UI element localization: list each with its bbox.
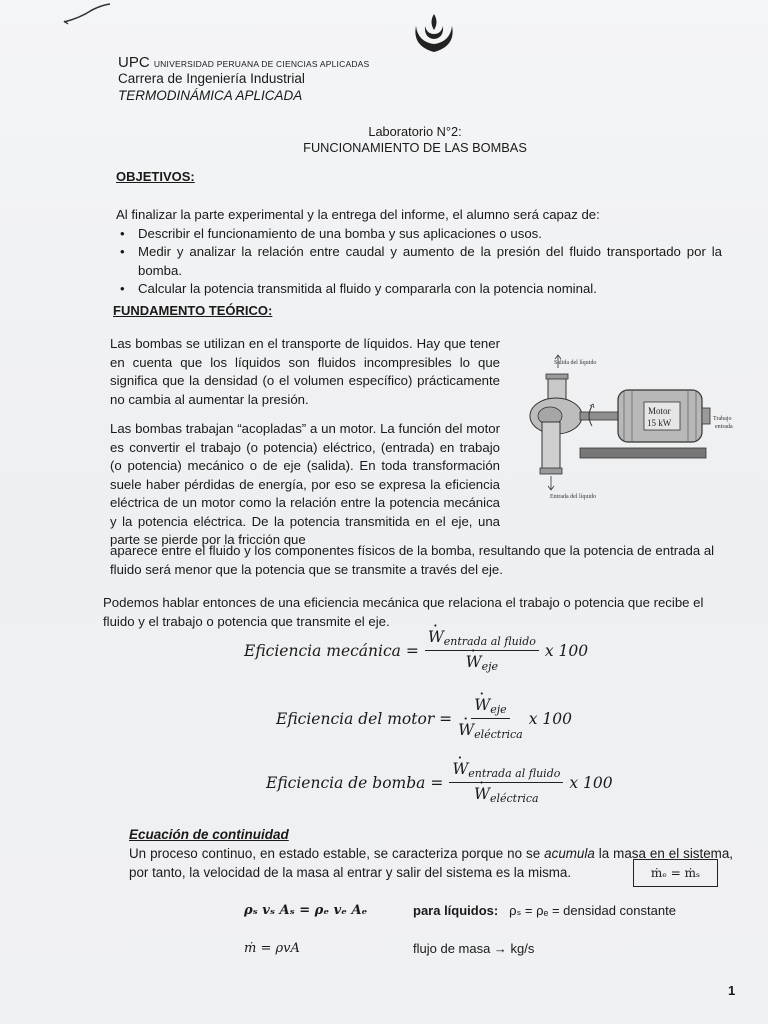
objectives-list xyxy=(116,225,722,299)
lab-number: Laboratorio N°2: xyxy=(368,124,462,139)
page-number: 1 xyxy=(728,983,736,998)
formula-motor-efficiency: Eficiencia del motor = · $W_{eje}$ · $W_{eléctrica}$ x 100 xyxy=(276,696,572,741)
continuity-paragraph: Un proceso continuo, en estado estable, se caracteriza porque no se acumula la masa en el sistema, por tanto, la velocidad de la masa al entrar y salir del sistema es la misma. xyxy=(129,846,733,880)
theory-heading: FUNDAMENTO TEÓRICO: xyxy=(113,303,273,318)
objectives-intro: Al finalizar la parte experimental y la entrega del informe, el alumno será capaz de: xyxy=(116,207,600,222)
list-item: • Calcular la potencia transmitida al fluido y compararla con la potencia nominal. xyxy=(116,280,722,299)
university-name: UPC UNIVERSIDAD PERUANA DE CIENCIAS APLICADAS xyxy=(118,54,370,71)
pen-mark xyxy=(62,0,112,30)
efficiency-intro: Podemos hablar entonces de una eficiencia mecánica que relaciona el trabajo o potencia que recibe el fluido y el trabajo o potencia que transmite el eje. xyxy=(103,595,704,629)
figure-motor-power: 15 kW xyxy=(647,418,672,428)
objectives-block xyxy=(116,206,722,299)
figure-label-inlet: Entrada del líquido xyxy=(550,494,596,500)
mass-flow-label: flujo de masa → kg/s xyxy=(413,941,535,956)
mass-flow-equation: ṁ = ρvA xyxy=(244,941,300,956)
objectives-heading: OBJETIVOS: xyxy=(116,169,195,184)
course-name: TERMODINÁMICA APLICADA xyxy=(118,88,303,103)
pump-motor-figure xyxy=(520,350,742,500)
list-item: • Medir y analizar la relación entre caudal y aumento de la presión del fluido transportado por la bomba. xyxy=(116,243,722,280)
formula-mechanical-efficiency: Eficiencia mecánica = · $W_{entrada al fluido}$ · $W_{eje}$ x 100 xyxy=(244,628,588,673)
figure-label-outlet: Salida del líquido xyxy=(554,360,597,366)
continuity-equation: ρₛ vₛ Aₛ = ρₑ vₑ Aₑ xyxy=(244,903,368,918)
list-item: • Describir el funcionamiento de una bomba y sus aplicaciones o usos. xyxy=(116,225,722,244)
figure-label-work-in: Trabajo xyxy=(713,416,732,422)
theory-paragraph-2b: aparece entre el fluido y los componentes físicos de la bomba, resultando que la potencia de entrada al fluido será menor que la potencia que se transmite a través del eje. xyxy=(110,543,715,577)
career-name: Carrera de Ingeniería Industrial xyxy=(118,71,305,86)
continuity-heading: Ecuación de continuidad xyxy=(129,827,289,842)
upc-logo-icon xyxy=(408,12,460,58)
formula-pump-efficiency: Eficiencia de bomba = · $W_{entrada al fluido}$ · $W_{eléctrica}$ x 100 xyxy=(266,760,613,805)
theory-paragraph-2a: Las bombas trabajan “acopladas” a un motor. La función del motor es convertir el trabajo (o potencia) eléctrico, (entrada) en trabajo (o potencia) mecánico o de eje (salida). En toda transformación suele haber pérdidas de energía, por eso se expresa la eficiencia eléctrica de un motor como la relación entre la potencia mecánica y la potencia eléctrica. De la potencia transmitida en el eje, una parte se pierde por la fricción que xyxy=(110,421,500,547)
theory-paragraph-1: Las bombas se utilizan en el transporte de líquidos. Hay que tener en cuenta que los líquidos son fluidos incompresibles lo que significa que la densidad (o el volumen específico) prácticamente no cambia al aumentar la presión. xyxy=(110,336,500,407)
mass-balance-box: ṁₑ = ṁₛ xyxy=(633,859,718,887)
lab-title: FUNCIONAMIENTO DE LAS BOMBAS xyxy=(303,140,527,155)
liquid-condition: para líquidos: ρₛ = ρₑ = densidad constante xyxy=(413,903,676,918)
figure-label-work-in-2: entrada xyxy=(715,424,733,430)
figure-motor-label: Motor xyxy=(648,406,671,416)
